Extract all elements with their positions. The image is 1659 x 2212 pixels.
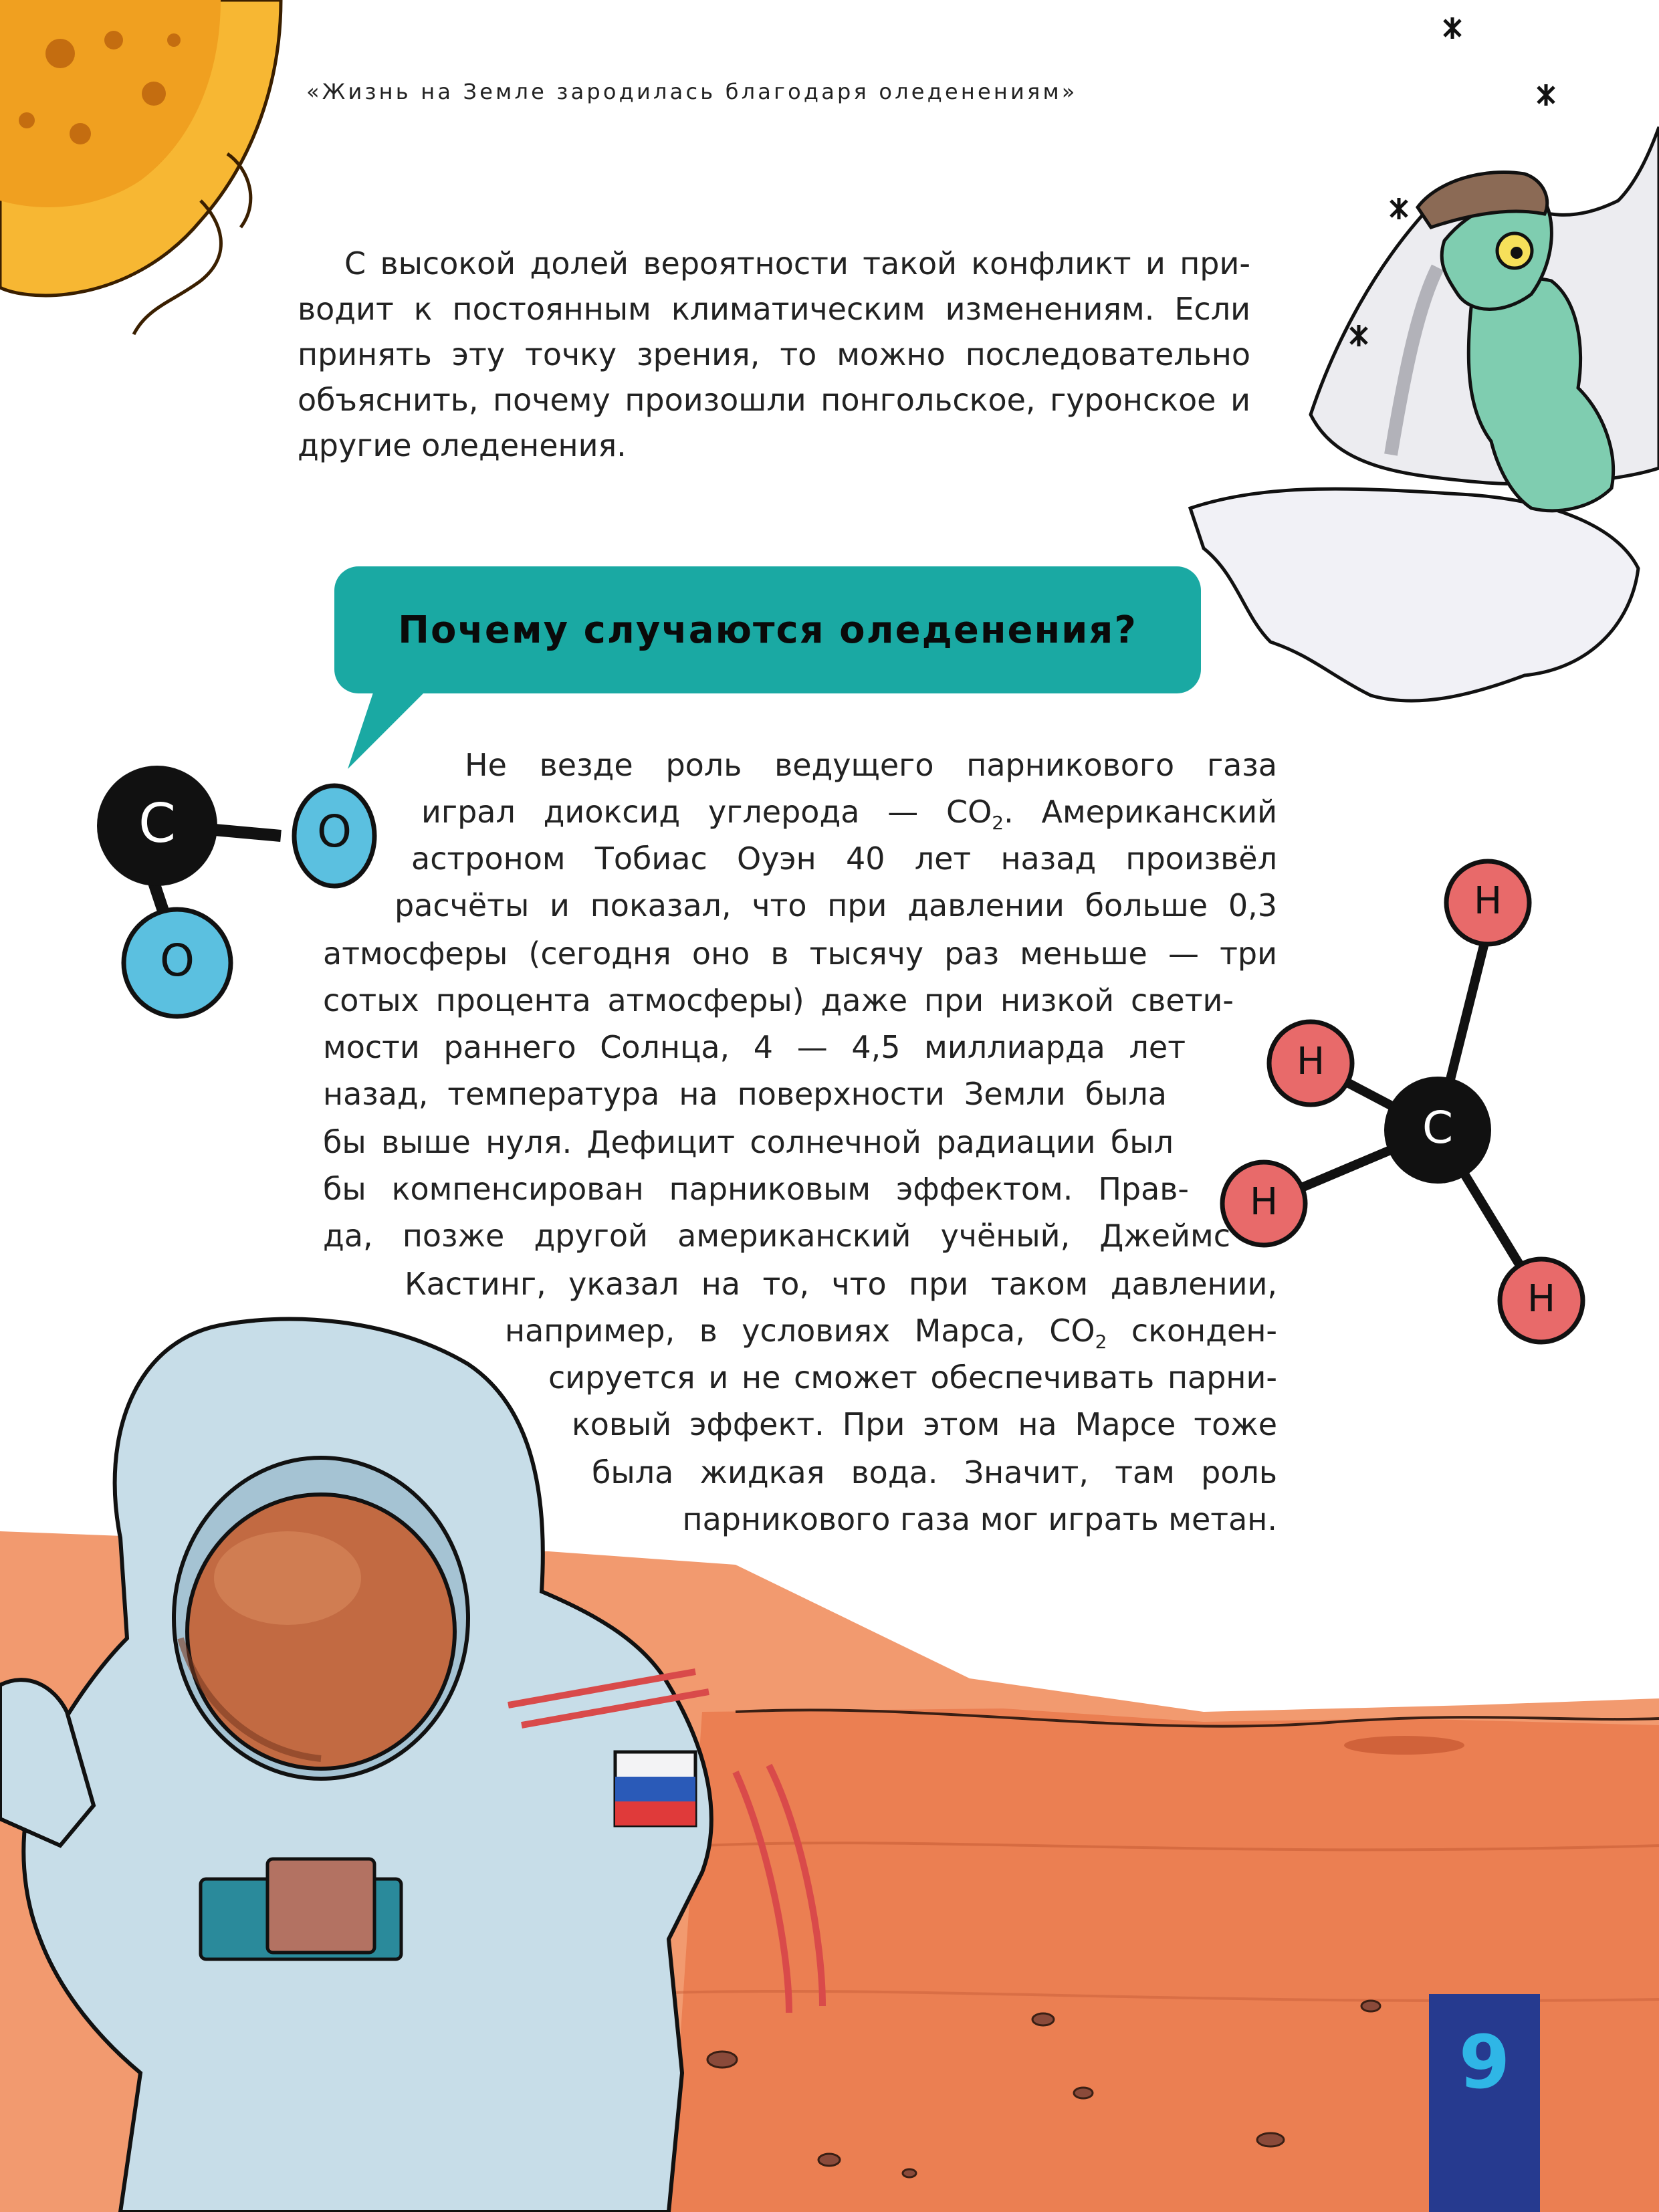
body-line: парникового газа мог играть метан. xyxy=(682,1501,1277,1537)
intro-line: объяснить, почему произошли понгольское, гуронское и xyxy=(298,382,1250,418)
intro-paragraph xyxy=(298,241,1250,468)
ch4-hydrogen-label: H xyxy=(1527,1277,1556,1321)
body-line: Не везде роль ведущего парникового газа xyxy=(465,747,1277,783)
ch4-hydrogen-label: H xyxy=(1473,879,1503,923)
ch4-carbon-label: C xyxy=(1422,1102,1454,1153)
ch4-hydrogen-label: H xyxy=(1296,1040,1325,1083)
intro-line: С высокой долей вероятности такой конфликт и при- xyxy=(344,245,1250,282)
running-header: «Жизнь на Земле зародилась благодаря оледенениям» xyxy=(306,79,1078,104)
co2-oxygen-label: O xyxy=(317,806,352,857)
body-line: бы компенсирован парниковым эффектом. Прав- xyxy=(323,1171,1189,1207)
body-line: сируется и не сможет обеспечивать парни- xyxy=(548,1359,1277,1396)
co2-carbon-label: C xyxy=(138,792,176,855)
body-line: бы выше нуля. Дефицит солнечной радиации был xyxy=(323,1124,1174,1160)
body-line: Кастинг, указал на то, что при таком давлении, xyxy=(405,1266,1277,1302)
page-number: 9 xyxy=(1458,2019,1511,2105)
body-line: расчёты и показал, что при давлении больше 0,3 xyxy=(395,887,1277,923)
ch4-hydrogen-label: H xyxy=(1249,1180,1279,1224)
intro-line: принять эту точку зрения, то можно последовательно xyxy=(298,336,1250,372)
dinosaur-illustration xyxy=(1190,17,1659,701)
body-line: назад, температура на поверхности Земли была xyxy=(323,1076,1167,1112)
co2-oxygen-label: O xyxy=(160,935,195,986)
intro-line: водит к постоянным климатическим изменениям. Если xyxy=(298,291,1250,327)
body-line: мости раннего Солнца, 4 — 4,5 миллиарда лет xyxy=(323,1029,1186,1065)
body-line: сотых процента атмосферы) даже при низкой свети- xyxy=(323,982,1234,1018)
body-line: да, позже другой американский учёный, Джеймс xyxy=(323,1218,1230,1254)
body-line: например, в условиях Марса, $CO_2$ сконден- xyxy=(505,1313,1277,1353)
body-line: атмосферы (сегодня оно в тысячу раз меньше — три xyxy=(323,935,1277,972)
intro-line: другие оледенения. xyxy=(298,427,627,463)
section-heading: Почему случаются оледенения? xyxy=(398,608,1137,652)
body-line: играл диоксид углерода — $CO_2$. Американский xyxy=(421,794,1277,834)
body-line: ковый эффект. При этом на Марсе тоже xyxy=(572,1406,1277,1442)
body-line: астроном Тобиас Оуэн 40 лет назад произвёл xyxy=(411,841,1277,877)
sun-illustration xyxy=(0,0,281,334)
body-line: была жидкая вода. Значит, там роль xyxy=(592,1454,1277,1490)
